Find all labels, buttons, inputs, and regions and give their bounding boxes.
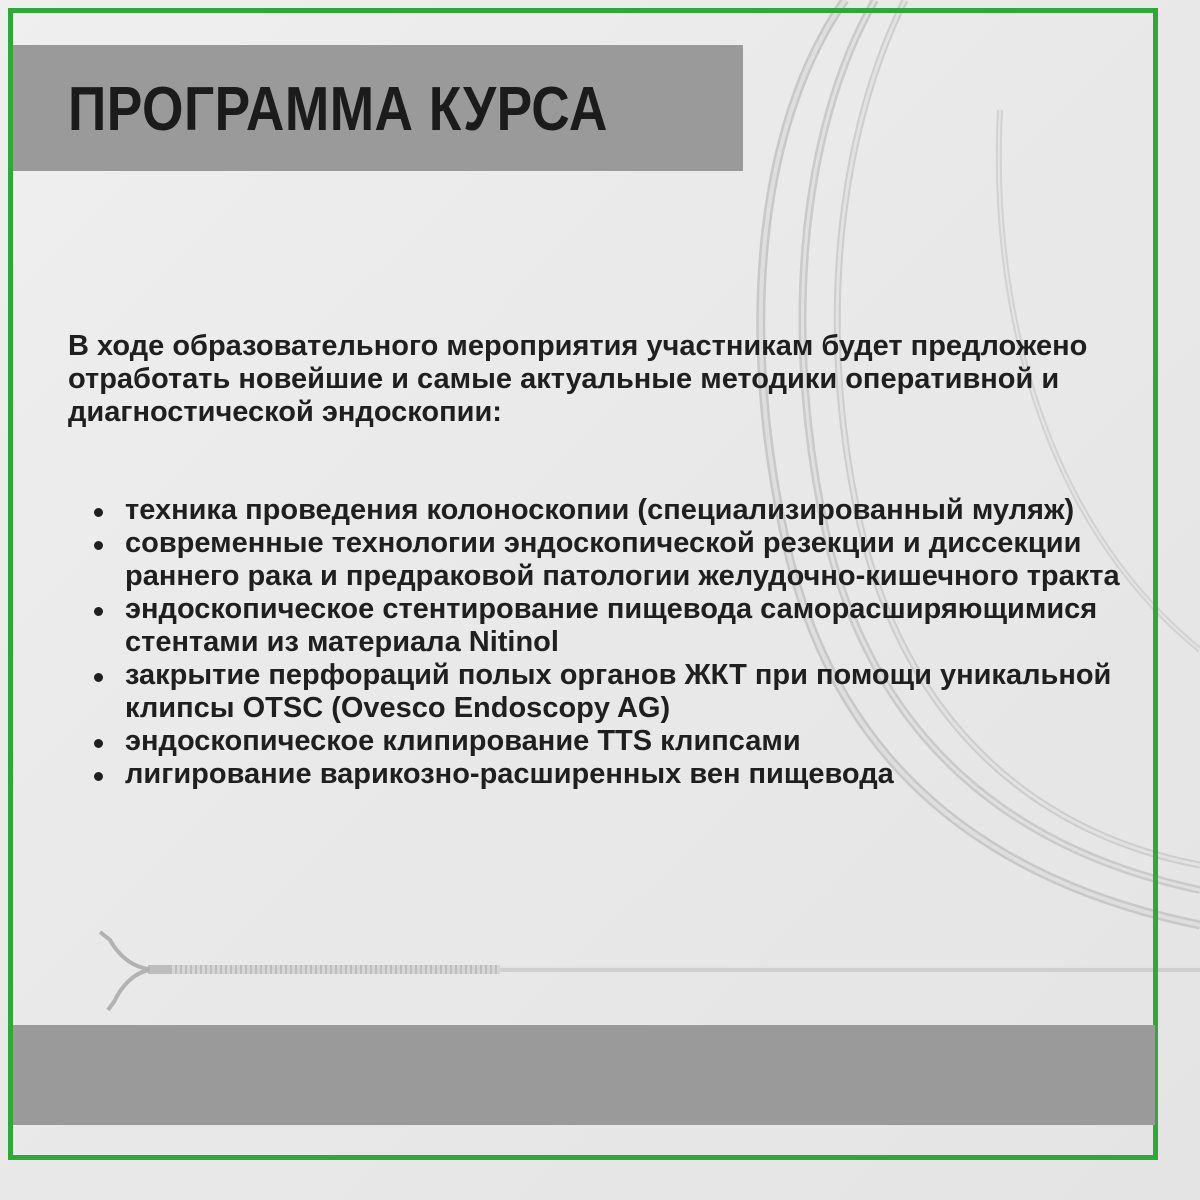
list-item: лигирование варикозно-расширенных вен пищевода [68,758,1148,791]
list-item: закрытие перфораций полых органов ЖКТ при помощи уникальной клипсы OTSC (Ovesco Endoscopy AG) [68,659,1148,725]
page-title: ПРОГРАММА КУРСА [68,75,608,144]
list-item: эндоскопическое стентирование пищевода саморасширяющимися стентами из материала Nitinol [68,593,1148,659]
list-item: эндоскопическое клипирование TTS клипсами [68,725,1148,758]
topics-list [68,494,1148,791]
list-item: техника проведения колоноскопии (специализированный муляж) [68,494,1148,527]
bottom-band [13,1025,1155,1125]
list-item: современные технологии эндоскопической резекции и диссекции раннего рака и предраковой патологии желудочно-кишечного тракта [68,527,1148,593]
intro-paragraph: В ходе образовательного мероприятия участникам будет предложено отработать новейшие и самые актуальные методики оперативной и диагностической эндоскопии: [68,330,1088,428]
